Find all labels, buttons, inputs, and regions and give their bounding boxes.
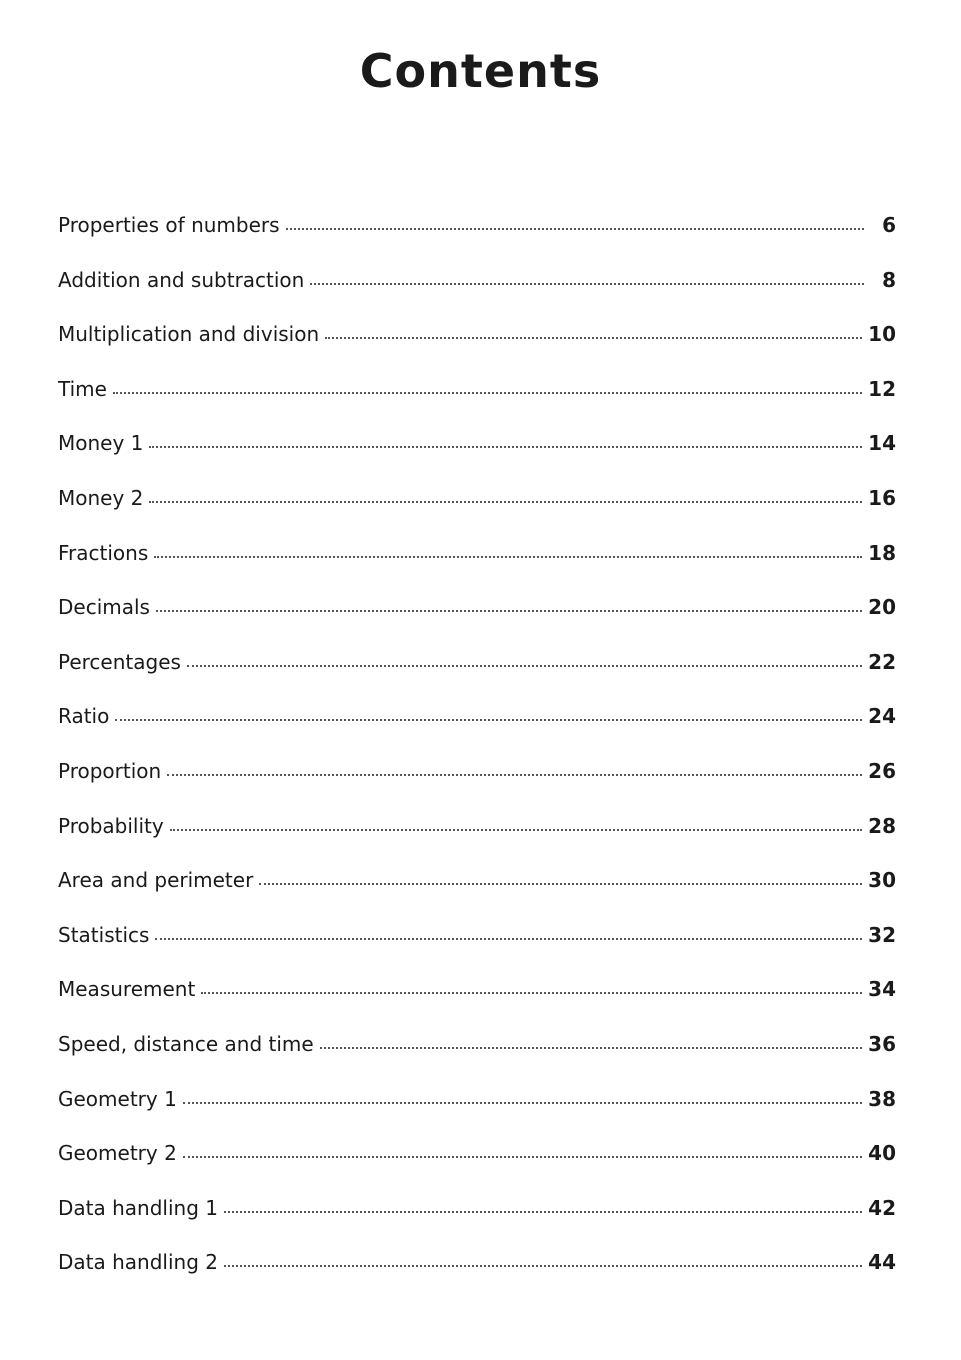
toc-entry[interactable] [58,1126,896,1181]
toc-entry[interactable] [58,580,896,635]
toc-entry-page: 18 [868,540,896,565]
dot-leader [310,281,864,285]
toc-entry-page: 14 [868,431,896,456]
dot-leader [155,936,862,940]
toc-entry-label: Ratio [58,704,110,729]
dot-leader [286,226,864,230]
toc-entry-label: Geometry 1 [58,1086,177,1111]
toc-entry[interactable] [58,962,896,1017]
dot-leader [320,1045,862,1049]
toc-entry-label: Data handling 1 [58,1195,218,1220]
toc-entry-label: Measurement [58,977,196,1002]
dot-leader [113,390,862,394]
toc-entry-page: 20 [868,595,896,620]
dot-leader [183,1100,862,1104]
dot-leader [149,444,862,448]
toc-entry-page: 28 [868,813,896,838]
toc-entry-page: 12 [868,376,896,401]
toc-entry[interactable] [58,416,896,471]
toc-entry[interactable] [58,853,896,908]
toc-entry-page: 26 [868,758,896,783]
dot-leader [167,772,862,776]
toc-entry[interactable] [58,1181,896,1236]
dot-leader [115,717,862,721]
dot-leader [325,335,862,339]
toc-entry[interactable] [58,1072,896,1127]
dot-leader [183,1154,862,1158]
toc-entry-page: 44 [868,1250,896,1275]
toc-entry[interactable] [58,1017,896,1072]
toc-entry-label: Addition and subtraction [58,267,305,292]
toc-entry-label: Area and perimeter [58,868,254,893]
toc-entry[interactable] [58,253,896,308]
toc-entry-page: 6 [882,213,896,237]
toc-entry-label: Time [58,376,107,401]
toc-entry-label: Multiplication and division [58,322,320,347]
toc-entry[interactable] [58,744,896,799]
toc-entry-page: 36 [868,1031,896,1056]
toc-entry[interactable] [58,689,896,744]
toc-entry-page: 34 [868,977,896,1002]
dot-leader [224,1263,862,1267]
toc-entry-page: 22 [868,649,896,674]
dot-leader [201,990,862,994]
dot-leader [187,663,862,667]
dot-leader [170,827,862,831]
toc-entry-page: 24 [868,704,896,729]
toc-entry-label: Fractions [58,540,149,565]
toc-entry-page: 42 [868,1195,896,1220]
toc-entry-label: Data handling 2 [58,1250,218,1275]
toc-entry[interactable] [58,471,896,526]
toc-entry-page: 32 [868,922,896,947]
toc-entry[interactable] [58,526,896,581]
table-of-contents [58,198,896,1290]
page-title: Contents [359,44,602,98]
toc-entry-label: Speed, distance and time [58,1031,314,1056]
toc-entry-page: 10 [868,322,896,347]
toc-entry-page: 30 [868,868,896,893]
toc-entry[interactable] [58,198,896,253]
toc-entry-page: 40 [868,1141,896,1166]
toc-entry-label: Statistics [58,922,150,947]
dot-leader [259,881,862,885]
toc-entry[interactable] [58,1235,896,1290]
dot-leader [224,1209,862,1213]
toc-entry-label: Proportion [58,758,162,783]
dot-leader [149,499,862,503]
toc-entry[interactable] [58,908,896,963]
toc-entry[interactable] [58,362,896,417]
toc-entry-page: 8 [882,267,896,292]
toc-entry[interactable] [58,635,896,690]
toc-entry-page: 16 [868,485,896,510]
toc-entry-label: Properties of numbers [58,213,280,237]
toc-entry-label: Money 1 [58,431,144,456]
toc-entry-label: Geometry 2 [58,1141,177,1166]
toc-entry-label: Decimals [58,595,150,620]
toc-entry-label: Percentages [58,649,181,674]
dot-leader [154,554,862,558]
toc-entry-page: 38 [868,1086,896,1111]
dot-leader [156,608,862,612]
toc-entry[interactable] [58,307,896,362]
toc-entry[interactable] [58,799,896,854]
toc-entry-label: Money 2 [58,485,144,510]
toc-entry-label: Probability [58,813,164,838]
